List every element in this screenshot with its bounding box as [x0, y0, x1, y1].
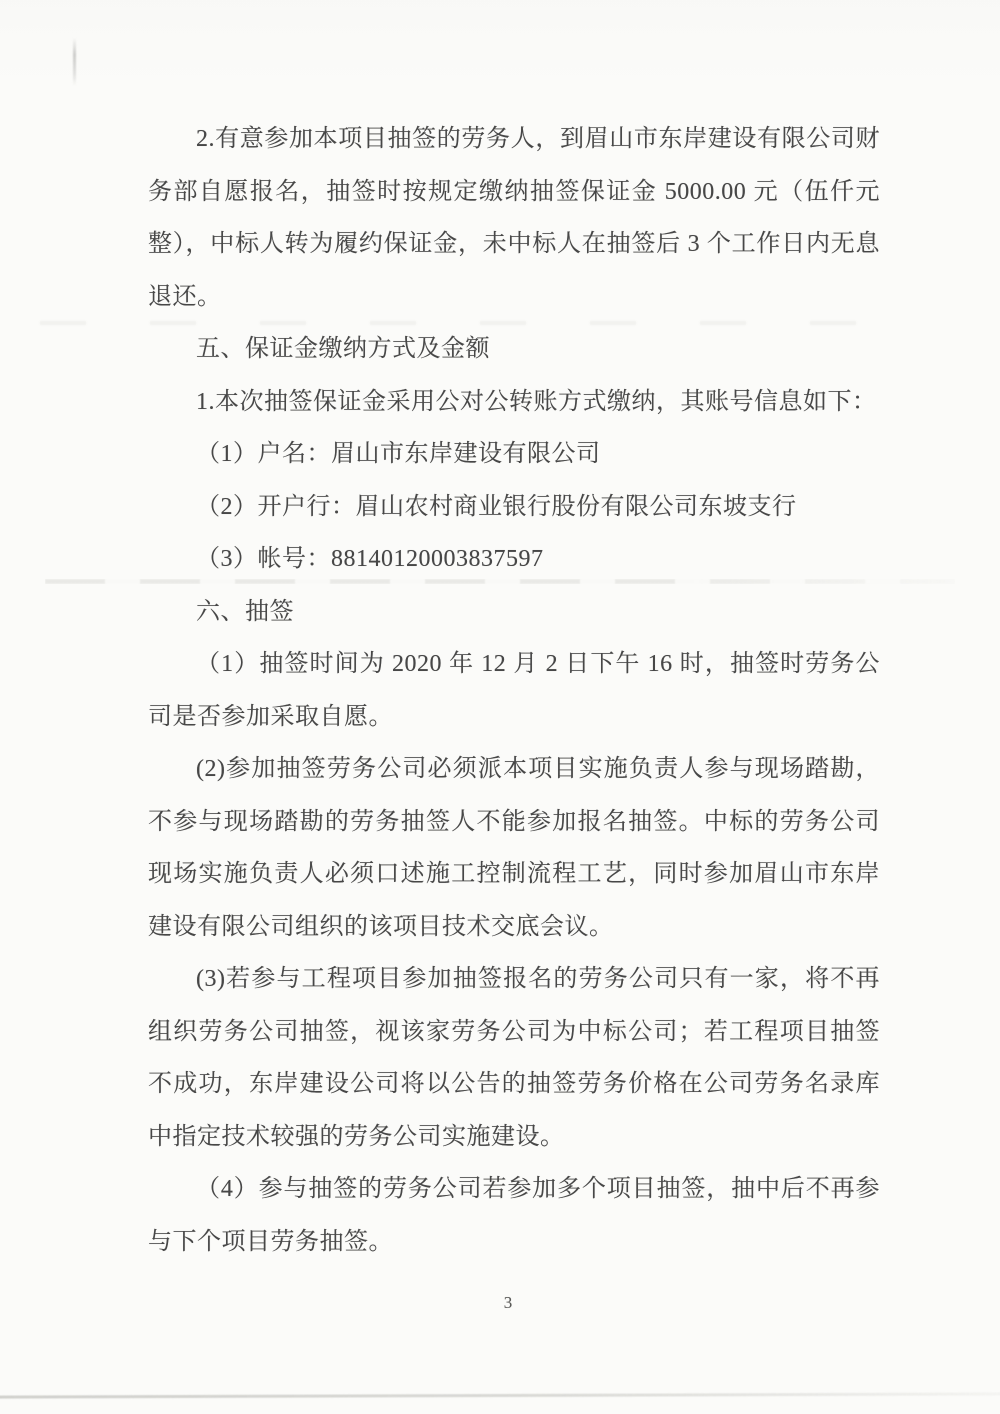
paragraph-multiple-projects-rule: （4）参与抽签的劳务公司若参加多个项目抽签，抽中后不再参与下个项目劳务抽签。: [148, 1176, 880, 1255]
paragraph-single-bidder-rule: (3)若参与工程项目参加抽签报名的劳务公司只有一家，将不再组织劳务公司抽签，视该家劳务公司为中标公司；若工程项目抽签不成功，东岸建设公司将以公告的抽签劳务价格在公司劳务名录库中指定技术较强的劳务公司实施建设。: [148, 966, 880, 1150]
scan-artifact-vertical-mark: [73, 38, 76, 86]
page-footer: [0, 1293, 1000, 1313]
list-item-account-number: （3）帐号：88140120003837597: [196, 546, 544, 572]
paragraph-registration-deposit: 2.有意参加本项目抽签的劳务人，到眉山市东岸建设有限公司财务部自愿报名，抽签时按规定缴纳抽签保证金 5000.00 元（伍仟元整），中标人转为履约保证金，未中标人在抽签后 3 个工作日内无息退还。: [148, 126, 880, 310]
document-body: [148, 113, 880, 1268]
page-number: 3: [503, 1293, 513, 1312]
paragraph-payment-method: 1.本次抽签保证金采用公对公转账方式缴纳，其账号信息如下：: [196, 388, 877, 415]
list-item-account-name: （1）户名：眉山市东岸建设有限公司: [196, 441, 601, 467]
paragraph-site-survey-requirement: (2)参加抽签劳务公司必须派本项目实施负责人参与现场踏勘，不参与现场踏勘的劳务抽签人不能参加报名抽签。中标的劳务公司现场实施负责人必须口述施工控制流程工艺，同时参加眉山市东岸建设有限公司组织的该项目技术交底会议。: [148, 756, 880, 940]
scan-page-bottom-edge: [0, 1392, 1000, 1398]
heading-section-5-deposit-payment: 五、保证金缴纳方式及金额: [196, 336, 490, 362]
list-item-bank-branch: （2）开户行：眉山农村商业银行股份有限公司东坡支行: [196, 493, 797, 520]
paragraph-draw-time: （1）抽签时间为 2020 年 12 月 2 日下午 16 时，抽签时劳务公司是否参加采取自愿。: [148, 651, 880, 730]
heading-section-6-lottery: 六、抽签: [196, 598, 294, 625]
